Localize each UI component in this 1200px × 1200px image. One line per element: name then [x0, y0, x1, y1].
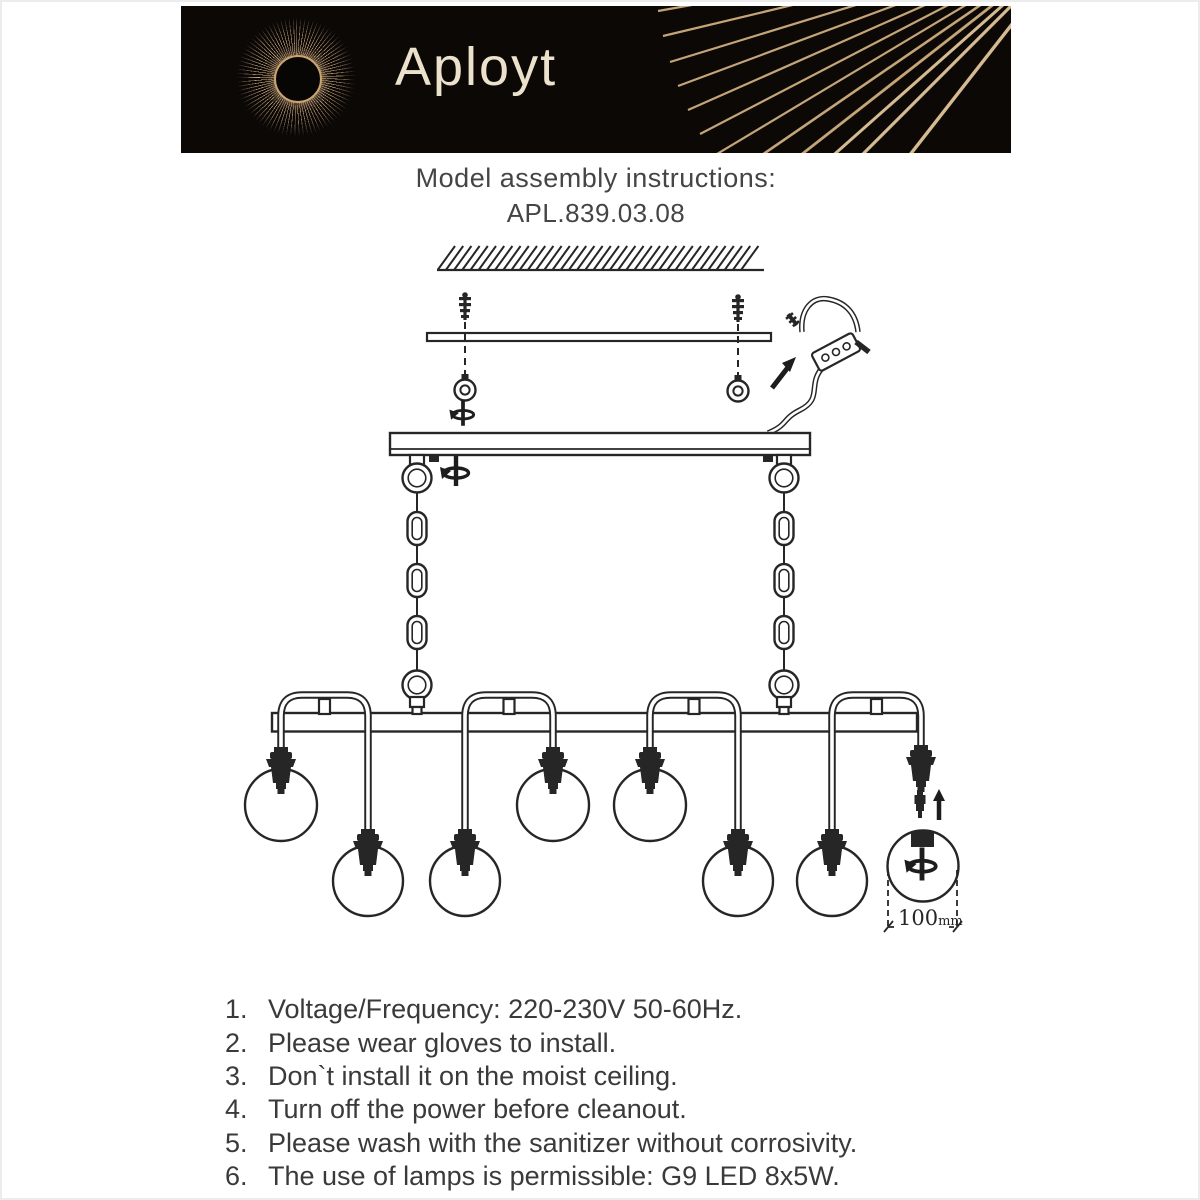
globe-opening — [911, 831, 934, 847]
washer-nut-left — [455, 374, 476, 401]
canopy-stud-left — [429, 454, 439, 462]
item-text: Turn off the power before cleanout. — [268, 1094, 687, 1125]
item-text: Voltage/Frequency: 220-230V 50-60Hz. — [268, 994, 743, 1025]
item-number: 2. — [225, 1027, 248, 1058]
canopy-stud-right — [763, 454, 773, 462]
hanging-chain-left — [403, 455, 432, 714]
instruction-list — [225, 993, 857, 1193]
assembly-diagram — [180, 230, 1020, 962]
starburst-logo-center — [274, 55, 322, 103]
list-item — [225, 993, 857, 1026]
list-item — [225, 1093, 857, 1126]
mounting-screw-left — [459, 292, 471, 320]
page-title: Model assembly instructions: — [415, 163, 777, 193]
ceiling-hatch — [438, 246, 758, 270]
list-item — [225, 1160, 857, 1193]
arm-clamps — [319, 699, 882, 714]
washer-nut-right — [728, 375, 749, 402]
title-block — [180, 163, 1012, 229]
rotate-icon — [449, 400, 473, 426]
brand-banner — [181, 6, 1011, 153]
arrow-up-icon — [772, 357, 796, 388]
dimension-label: 100mm — [898, 906, 963, 930]
list-item — [225, 1060, 857, 1093]
rotate-icon — [440, 456, 469, 486]
terminal-block-wiring — [768, 299, 869, 433]
list-item — [225, 1026, 857, 1059]
item-number: 5. — [225, 1127, 248, 1158]
item-number: 6. — [225, 1161, 248, 1192]
item-number: 3. — [225, 1060, 248, 1091]
item-number: 1. — [225, 994, 248, 1025]
item-text: Please wash with the sanitizer without corrosivity. — [268, 1127, 858, 1158]
item-text: The use of lamps is permissible: G9 LED 8x5W. — [268, 1161, 840, 1192]
exploded-bulb-detail — [884, 789, 963, 932]
mounting-bracket — [427, 333, 771, 341]
g9-bulb-icon — [915, 790, 926, 818]
mounting-screw-right — [732, 294, 744, 322]
item-text: Please wear gloves to install. — [268, 1027, 617, 1058]
list-item — [225, 1127, 857, 1160]
brand-name: Aployt — [395, 37, 558, 97]
item-number: 4. — [225, 1094, 248, 1125]
starburst-logo-icon — [234, 15, 358, 139]
hanging-chain-right — [770, 455, 799, 714]
item-text: Don`t install it on the moist ceiling. — [268, 1060, 678, 1091]
ceiling-canopy — [390, 433, 810, 455]
arrow-up-icon — [933, 789, 945, 820]
model-number: APL.839.03.08 — [506, 198, 686, 228]
